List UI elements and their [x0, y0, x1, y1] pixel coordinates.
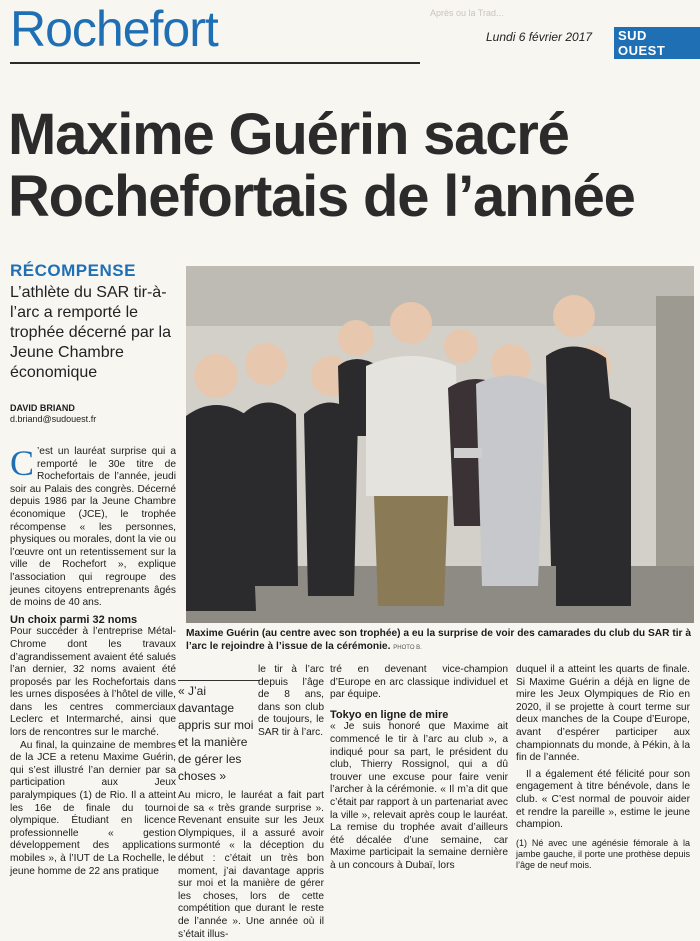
photo-credit: PHOTO B. — [393, 645, 422, 651]
paragraph: « Je suis honoré que Maxime ait commencé le tir à l’arc au club », a indiqué pour sa part, le président du club, Thierry Rossignol, qui a dû trouver une excuse pour faire venir l’archer à la cérémonie. « Il m’a dit que c’était par rapport à un partenariat avec la ville », relevait après coup le lauréat. La remise du trophée avait d’ailleurs été décalée d’une semaine, car Maxime participait la semaine dernière à un concours à Dubaï, lors — [330, 721, 508, 871]
intro-text: ’est un lauréat surprise qui a remporté le 30e titre de Rochefortais de l’année, jeudi soir au Palais des congrès. Décerné depuis 1986 par la Jeune Chambre économique (JCE), le trophée récompense « les personnes, physiques ou morales, dont la vie ou l’œuvre ont un retentissement sur la ville de Rochefort », explique l’association qui regroupe des jeunes citoyens entreprenants âgés de moins de 40 ans. — [10, 446, 176, 609]
article-column-1 — [10, 443, 176, 878]
caption-text: Maxime Guérin (au centre avec son trophée) a eu la surprise de voir des camarades du club du SAR tir à l’arc le rejoindre à l’issue de la cérémonie. — [186, 628, 692, 652]
group-photo-illustration — [186, 266, 694, 623]
paragraph: tré en devenant vice-champion d’Europe en arc classique individuel et par équipe. — [330, 664, 508, 701]
subhead-tokyo: Tokyo en ligne de mire — [330, 708, 449, 721]
article-column-2-top — [258, 664, 324, 740]
headline: Maxime Guérin sacré Rochefortais de l’année — [8, 102, 635, 229]
drop-cap: C — [10, 443, 35, 483]
byline-author: DAVID BRIAND — [10, 403, 75, 413]
pull-quote: « J’ai davantage appris sur moi et la manière de gérer les choses » — [178, 684, 254, 783]
deck: L’athlète du SAR tir-à-l’arc a remporté le trophée décerné par la Jeune Chambre économique — [10, 284, 171, 381]
article-column-3 — [330, 664, 508, 873]
bleed-through-text: Après ou la Trad... — [430, 8, 504, 18]
paragraph: duquel il a atteint les quarts de finale. Si Maxime Guérin a déjà en ligne de mire les Jeux Olympiques de Rio en 2020, il se projette à court terme sur deux manches de la Coupe d’Europe, avant d’espérer participer aux championnats du monde, à Pékin, à la fin de l’année. — [516, 664, 690, 764]
article-column-2 — [178, 790, 324, 941]
article-column-4 — [516, 664, 690, 871]
pull-quote-box — [178, 680, 260, 785]
header-rule — [10, 62, 420, 64]
newspaper-brand: SUD OUEST — [614, 27, 700, 59]
paragraph: le tir à l’arc depuis l’âge de 8 ans, dans son club de toujours, le SAR tir à l’arc. — [258, 664, 324, 738]
intro-paragraph — [10, 443, 176, 610]
footnote: (1) Né avec une agénésie fémorale à la jambe gauche, il porte une prothèse depuis l’âge de neuf mois. — [516, 837, 690, 870]
byline-email[interactable]: d.briand@sudouest.fr — [10, 414, 97, 424]
paragraph: Il a également été félicité pour son engagement à titre bénévole, dans le club. « C’est normal de pouvoir aider et rendre la pareille », estime le jeune champion. — [516, 768, 690, 831]
paragraph: Pour succéder à l’entreprise Métal-Chrome dont les travaux d’agrandissement avaient été salués l’an dernier, 32 noms avaient été proposés par les Rochefortais dans les urnes disposées à l’hôtel de ville, dans les centres commerciaux Leclerc et Intermarché, ainsi que lors de rencontres sur le marché. — [10, 626, 176, 739]
paragraph: Au final, la quinzaine de membres de la JCE a retenu Maxime Guérin, qui s’est illustré l’an dernier par sa participation aux Jeux paralympiques (1) de Rio. Il a atteint les 16e de finale du tournoi olympique. Étudiant en licence professionnelle « gestion développement des applications mobiles », à l’IUT de La Rochelle, le jeune homme de 22 ans pratique — [10, 739, 176, 877]
kicker: RÉCOMPENSE — [10, 261, 136, 280]
group-photo — [186, 266, 694, 623]
section-title: Rochefort — [10, 1, 218, 57]
photo-caption — [186, 627, 691, 655]
subhead-choice: Un choix parmi 32 noms — [10, 613, 138, 626]
paragraph: Au micro, le lauréat a fait part de sa « très grande surprise ». Revenant ensuite sur les Jeux Olympiques, il a assuré avoir surmonté « la déception du début : c’était un très bon moment, j’ai davantage appris sur moi et la manière de gérer les choses, lors de cette compétition que durant le reste de l’année ». Une année où il s’était illus- — [178, 790, 324, 940]
issue-date: Lundi 6 février 2017 — [486, 30, 593, 44]
